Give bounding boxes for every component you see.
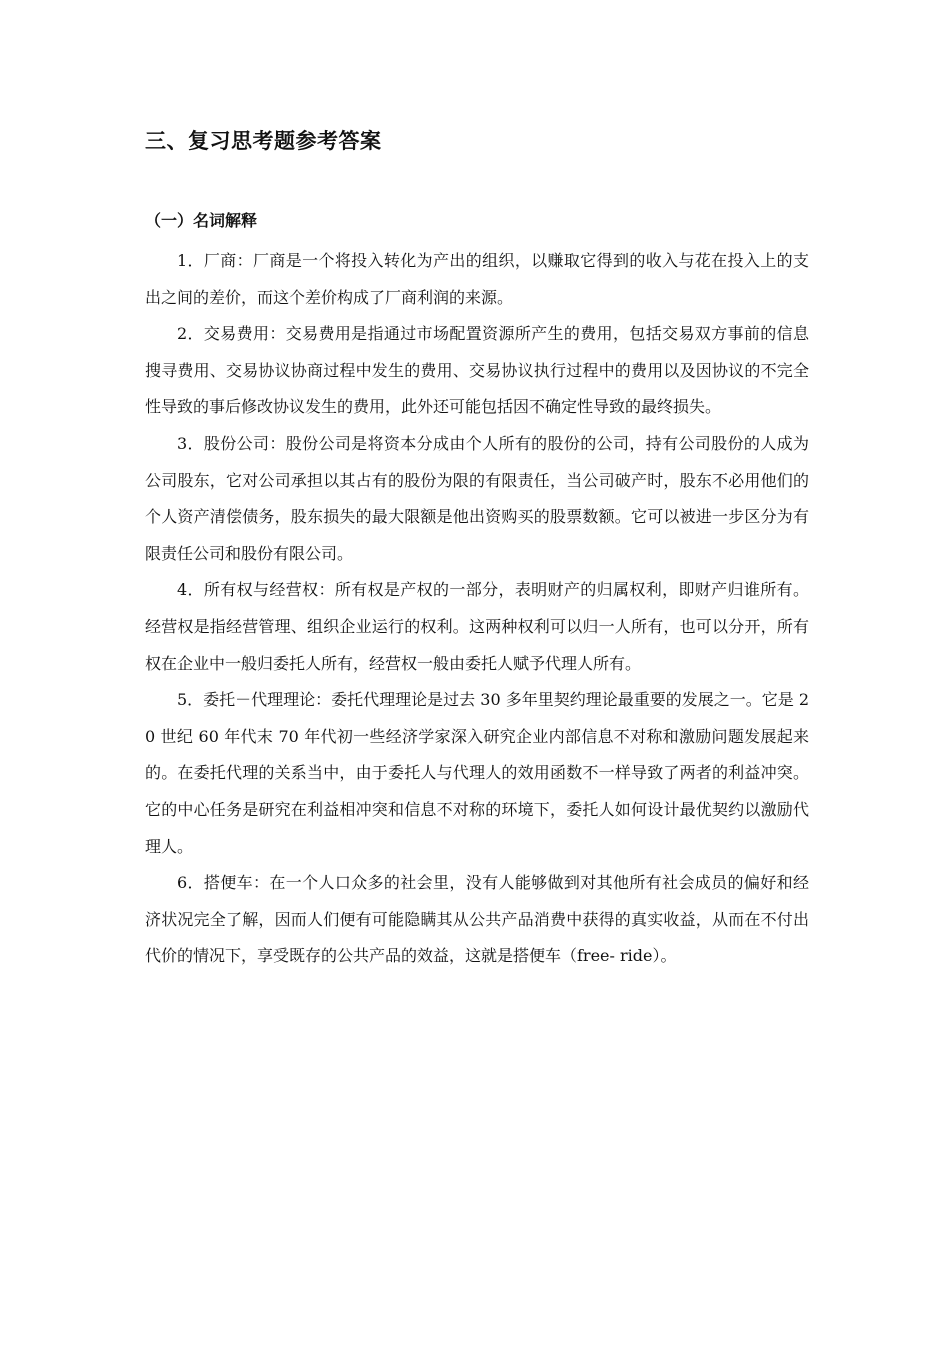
- definition-firm: 1．厂商：厂商是一个将投入转化为产出的组织，以赚取它得到的收入与花在投入上的支出之间的差价，而这个差价构成了厂商利润的来源。: [145, 251, 809, 307]
- definition-transaction-cost: 2．交易费用：交易费用是指通过市场配置资源所产生的费用，包括交易双方事前的信息搜寻费用、交易协议协商过程中发生的费用、交易协议执行过程中的费用以及因协议的不完全性导致的事后修改协议发生的费用，此外还可能包括因不确定性导致的最终损失。: [145, 324, 809, 417]
- definition-principal-agent: 5．委托－代理理论：委托代理理论是过去 30 多年里契约理论最重要的发展之一。它是 20 世纪 60 年代末 70 年代初一些经济学家深入研究企业内部信息不对称和激励问题发展起来的。在委托代理的关系当中，由于委托人与代理人的效用函数不一样导致了两者的利益冲突。它的中心任务是研究在利益相冲突和信息不对称的环境下，委托人如何设计最优契约以激励代理人。: [145, 690, 809, 856]
- definition-free-rider: 6．搭便车：在一个人口众多的社会里，没有人能够做到对其他所有社会成员的偏好和经济状况完全了解，因而人们便有可能隐瞒其从公共产品消费中获得的真实收益，从而在不付出代价的情况下，享受既存的公共产品的效益，这就是搭便车（free- ride）。: [145, 873, 809, 966]
- section-title: 三、复习思考题参考答案: [145, 129, 382, 153]
- definition-ownership-management: 4．所有权与经营权：所有权是产权的一部分，表明财产的归属权利，即财产归谁所有。经营权是指经营管理、组织企业运行的权利。这两种权利可以归一人所有，也可以分开，所有权在企业中一般归委托人所有，经营权一般由委托人赋予代理人所有。: [145, 580, 809, 673]
- subsection-title: （一）名词解释: [145, 211, 258, 230]
- definitions-body: [145, 243, 809, 975]
- definition-joint-stock-company: 3．股份公司：股份公司是将资本分成由个人所有的股份的公司，持有公司股份的人成为公司股东，它对公司承担以其占有的股份为限的有限责任，当公司破产时，股东不必用他们的个人资产清偿债务，股东损失的最大限额是他出资购买的股票数额。它可以被进一步区分为有限责任公司和股份有限公司。: [145, 433, 809, 563]
